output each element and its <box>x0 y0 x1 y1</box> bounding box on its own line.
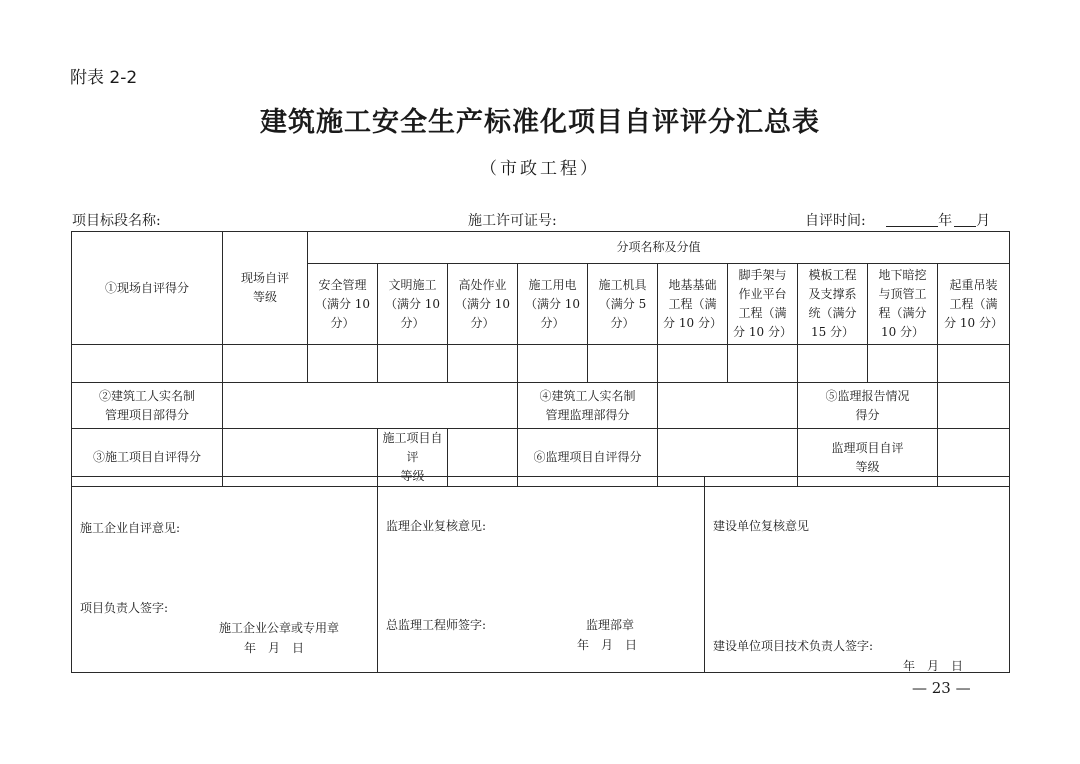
supervision-score-label: ⑥监理项目自评得分 <box>518 429 658 487</box>
item-construction-electricity: 施工用电 （满分 10 分） <box>518 264 588 345</box>
item-foundation-works: 地基基础 工程（满 分 10 分） <box>658 264 728 345</box>
owner-tech-lead-sign-label: 建设单位项目技术负责人签字: <box>713 639 874 653</box>
document-subtitle: （市政工程） <box>480 159 600 179</box>
supervisor-opinion-title: 监理企业复核意见: <box>386 519 487 533</box>
construction-score-label: ③施工项目自评得分 <box>72 429 223 487</box>
year-blank <box>886 212 938 227</box>
month-label: 月 <box>976 213 991 229</box>
site-grade-header: 现场自评 等级 <box>223 232 308 345</box>
owner-opinion-box[interactable] <box>705 477 1010 673</box>
score-cell[interactable] <box>378 345 448 383</box>
score-cell[interactable] <box>868 345 938 383</box>
score-cell[interactable] <box>798 345 868 383</box>
supervision-report-score-cell[interactable] <box>938 383 1010 429</box>
item-underground-pipejack: 地下暗挖 与顶管工 程（满分 10 分） <box>868 264 938 345</box>
eval-time-field <box>805 210 990 230</box>
owner-opinion-title: 建设单位复核意见 <box>713 519 810 533</box>
supervision-report-label: ⑤监理报告情况 得分 <box>798 383 938 429</box>
sub-items-header: 分项名称及分值 <box>308 232 1010 264</box>
review-opinions-table <box>71 476 1010 673</box>
project-name-label: 项目标段名称: <box>72 213 161 229</box>
score-cell[interactable] <box>658 345 728 383</box>
table-header-row <box>72 232 1010 264</box>
score-cell[interactable] <box>588 345 658 383</box>
chief-engineer-sign-label: 总监理工程师签字: <box>386 618 487 632</box>
supervisor-date: 年 月 日 <box>577 638 638 652</box>
contractor-date: 年 月 日 <box>244 641 305 655</box>
score-cell[interactable] <box>518 345 588 383</box>
month-blank <box>954 212 976 227</box>
permit-number-label: 施工许可证号: <box>468 213 557 229</box>
item-formwork-support: 模板工程 及支撑系 统（满分 15 分） <box>798 264 868 345</box>
document-title: 建筑施工安全生产标准化项目自评评分汇总表 <box>260 107 820 138</box>
worker-supervision-label: ④建筑工人实名制 管理监理部得分 <box>518 383 658 429</box>
owner-date: 年 月 日 <box>903 659 964 673</box>
supervisor-opinion-box[interactable] <box>378 477 705 673</box>
contractor-opinion-box[interactable] <box>72 477 378 673</box>
eval-time-label: 自评时间: <box>805 213 866 229</box>
score-cell[interactable] <box>448 345 518 383</box>
page-number: — 23 — <box>912 679 971 697</box>
worker-project-score-cell[interactable] <box>223 383 518 429</box>
contractor-seal-label: 施工企业公章或专用章 <box>219 621 340 635</box>
item-civilized-construction: 文明施工 （满分 10 分） <box>378 264 448 345</box>
contractor-opinion-title: 施工企业自评意见: <box>80 521 181 535</box>
site-grade-cell[interactable] <box>223 345 308 383</box>
site-score-header: ①现场自评得分 <box>72 232 223 345</box>
item-construction-machinery: 施工机具 （满分 5 分） <box>588 264 658 345</box>
item-scaffold-platform: 脚手架与 作业平台 工程（满 分 10 分） <box>728 264 798 345</box>
construction-grade-label: 施工项目自评 等级 <box>378 429 448 487</box>
item-safety-management: 安全管理 （满分 10 分） <box>308 264 378 345</box>
item-hoisting-works: 起重吊装 工程（满 分 10 分） <box>938 264 1010 345</box>
year-label: 年 <box>938 213 953 229</box>
score-summary-table <box>71 231 1010 487</box>
score-cell[interactable] <box>308 345 378 383</box>
item-work-at-height: 高处作业 （满分 10 分） <box>448 264 518 345</box>
contractor-sign-label: 项目负责人签字: <box>80 601 169 615</box>
site-score-value-row <box>72 345 1010 383</box>
worker-registration-row <box>72 383 1010 429</box>
score-cell[interactable] <box>938 345 1010 383</box>
score-cell[interactable] <box>728 345 798 383</box>
supervision-grade-label: 监理项目自评 等级 <box>798 429 938 487</box>
worker-project-label: ②建筑工人实名制 管理项目部得分 <box>72 383 223 429</box>
annex-label: 附表 2-2 <box>70 68 138 88</box>
site-score-cell[interactable] <box>72 345 223 383</box>
worker-supervision-score-cell[interactable] <box>658 383 798 429</box>
supervisor-seal-label: 监理部章 <box>586 618 635 632</box>
